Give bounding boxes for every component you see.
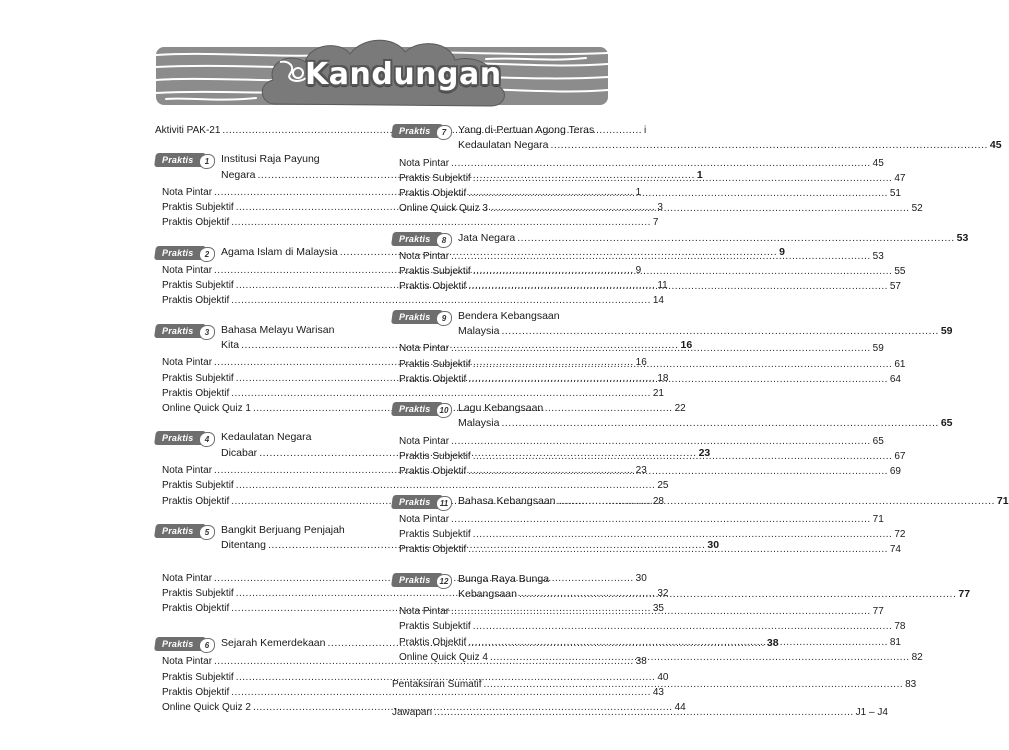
toc-entry[interactable]: Nota Pintar ..... 9	[155, 263, 373, 278]
toc-entry[interactable]: Praktis Objektif ..... 81	[392, 635, 610, 650]
toc-entry[interactable]: Nota Pintar ..... 1	[155, 185, 373, 200]
unit-title-line1[interactable]: Lagu Kebangsaan	[458, 402, 544, 415]
praktis-badge: Praktis 2	[155, 245, 213, 261]
unit-page: 38	[766, 637, 779, 650]
unit-title-row[interactable]: Negara ..... 1	[221, 168, 703, 183]
unit-title-row[interactable]: Ditentang ..... 30	[221, 538, 719, 553]
unit-title-line1[interactable]: Bunga Raya Bunga	[458, 572, 550, 585]
toc-entry[interactable]: Praktis Subjektif ..... 11	[155, 278, 373, 293]
toc-entry[interactable]: Praktis Objektif ..... 43	[155, 685, 373, 700]
unit-page: 65	[940, 417, 953, 430]
toc-entry[interactable]: Praktis Subjektif ..... 25	[155, 478, 373, 493]
praktis-badge: Praktis 3	[155, 323, 213, 339]
toc-entry[interactable]: Praktis Objektif ..... 7	[155, 215, 373, 230]
toc-entry-sumatif[interactable]: Pentaksiran Sumatif ..... 83	[392, 677, 610, 692]
toc-entry[interactable]: Praktis Objektif ..... 21	[155, 386, 373, 401]
toc-entry[interactable]: Praktis Subjektif ..... 40	[155, 670, 373, 685]
toc-entry[interactable]: Praktis Objektif ..... 57	[392, 279, 610, 294]
praktis-badge: Praktis 5	[155, 523, 213, 539]
unit-page: 1	[696, 168, 703, 181]
praktis-badge: Praktis 12	[392, 572, 450, 588]
toc-entry[interactable]: Nota Pintar ..... 65	[392, 434, 610, 449]
toc-entry[interactable]: Praktis Objektif ..... 69	[392, 464, 610, 479]
toc-entry[interactable]: Nota Pintar ..... 53	[392, 249, 610, 264]
toc-entry[interactable]: Praktis Subjektif ..... 67	[392, 449, 610, 464]
unit-title-row[interactable]: Bahasa Kebangsaan ..... 71	[458, 494, 1009, 509]
toc-entry[interactable]: Praktis Subjektif ..... 61	[392, 357, 610, 372]
unit-page: 45	[989, 139, 1002, 152]
unit-page: 71	[996, 494, 1009, 507]
unit-title-row[interactable]: Jata Negara ..... 53	[458, 231, 968, 246]
toc-entry-jawapan[interactable]: Jawapan ..... J1 – J4	[392, 705, 610, 720]
toc-entry[interactable]: Praktis Subjektif ..... 72	[392, 527, 610, 542]
toc-entry[interactable]: Praktis Objektif ..... 28	[155, 494, 373, 509]
unit-title-line1[interactable]: Bangkit Berjuang Penjajah	[221, 523, 345, 536]
toc-entry[interactable]: Praktis Objektif ..... 64	[392, 372, 610, 387]
unit-title-row[interactable]: Malaysia ..... 59	[458, 324, 953, 339]
praktis-badge: Praktis 11	[392, 494, 450, 510]
unit-title-line1[interactable]: Yang di-Pertuan Agong Teras	[458, 124, 595, 136]
toc-entry[interactable]: Nota Pintar ..... 59	[392, 341, 610, 356]
toc-entry[interactable]: Praktis Subjektif ..... 47	[392, 171, 610, 186]
unit-title-line1[interactable]: Bahasa Melayu Warisan	[221, 323, 335, 336]
unit-page: 23	[698, 446, 711, 459]
unit-title-row[interactable]: Sejarah Kemerdekaan ..... 38	[221, 636, 779, 651]
unit-title-row[interactable]: Dicabar ..... 23	[221, 446, 710, 461]
praktis-badge: Praktis 9	[392, 309, 450, 325]
unit-title-row[interactable]: Kebangsaan ..... 77	[458, 587, 970, 602]
unit-title-line1[interactable]: Kedaulatan Negara	[221, 431, 312, 444]
unit-page: 53	[956, 231, 969, 244]
toc-entry[interactable]: Praktis Objektif ..... 14	[155, 293, 373, 308]
praktis-badge: Praktis 10	[392, 401, 450, 417]
toc-entry[interactable]: Online Quick Quiz 2 ..... 44	[155, 700, 373, 715]
toc-entry[interactable]: Nota Pintar ..... 45	[392, 156, 610, 171]
praktis-badge: Praktis 8	[392, 231, 450, 247]
toc-entry[interactable]: Praktis Subjektif ..... 18	[155, 371, 373, 386]
toc-entry[interactable]: Online Quick Quiz 1 ..... 22	[155, 401, 373, 416]
praktis-badge: Praktis 6	[155, 636, 213, 652]
praktis-badge: Praktis 7	[392, 123, 450, 139]
toc-entry[interactable]: Praktis Objektif ..... 51	[392, 186, 610, 201]
toc-entry[interactable]: Praktis Objektif ..... 35	[155, 601, 373, 616]
unit-title-row[interactable]: Agama Islam di Malaysia ..... 9	[221, 245, 785, 260]
toc-entry[interactable]: Nota Pintar ..... 71	[392, 512, 610, 527]
unit-page: 59	[940, 324, 953, 337]
toc-entry[interactable]: Nota Pintar ..... 30	[155, 571, 373, 586]
unit-page: 9	[779, 245, 785, 258]
toc-entry[interactable]: Praktis Subjektif ..... 55	[392, 264, 610, 279]
toc-entry[interactable]: Nota Pintar ..... 38	[155, 654, 373, 669]
entry-page: i	[644, 125, 647, 136]
unit-page: 77	[958, 587, 971, 600]
toc-entry[interactable]: Praktis Objektif ..... 74	[392, 542, 610, 557]
unit-title-line1[interactable]: Institusi Raja Payung	[221, 153, 320, 166]
praktis-badge: Praktis 1	[155, 152, 213, 168]
toc-entry[interactable]: Online Quick Quiz 3 ..... 52	[392, 201, 610, 216]
unit-title-line1[interactable]: Bendera Kebangsaan	[458, 309, 560, 322]
page-title: Kandungan	[305, 57, 502, 92]
toc-entry[interactable]: Nota Pintar ..... 16	[155, 355, 373, 370]
toc-entry[interactable]: Praktis Subjektif ..... 78	[392, 619, 610, 634]
toc-entry[interactable]: Nota Pintar ..... 77	[392, 604, 610, 619]
unit-page: 30	[707, 539, 720, 552]
entry-label: Aktiviti PAK-21	[155, 125, 221, 136]
unit-title-row[interactable]: Malaysia ..... 65	[458, 416, 953, 431]
toc-entry[interactable]: Nota Pintar ..... 23	[155, 463, 373, 478]
toc-entry[interactable]: Praktis Subjektif ..... 3	[155, 200, 373, 215]
unit-title-row[interactable]: Kita ..... 16	[221, 338, 692, 353]
toc-entry[interactable]: Praktis Subjektif ..... 32	[155, 586, 373, 601]
unit-page: 16	[680, 338, 693, 351]
unit-title-row[interactable]: Kedaulatan Negara ..... 45	[458, 138, 1002, 153]
praktis-badge: Praktis 4	[155, 430, 213, 446]
toc-entry[interactable]: Online Quick Quiz 4 ..... 82	[392, 650, 610, 665]
